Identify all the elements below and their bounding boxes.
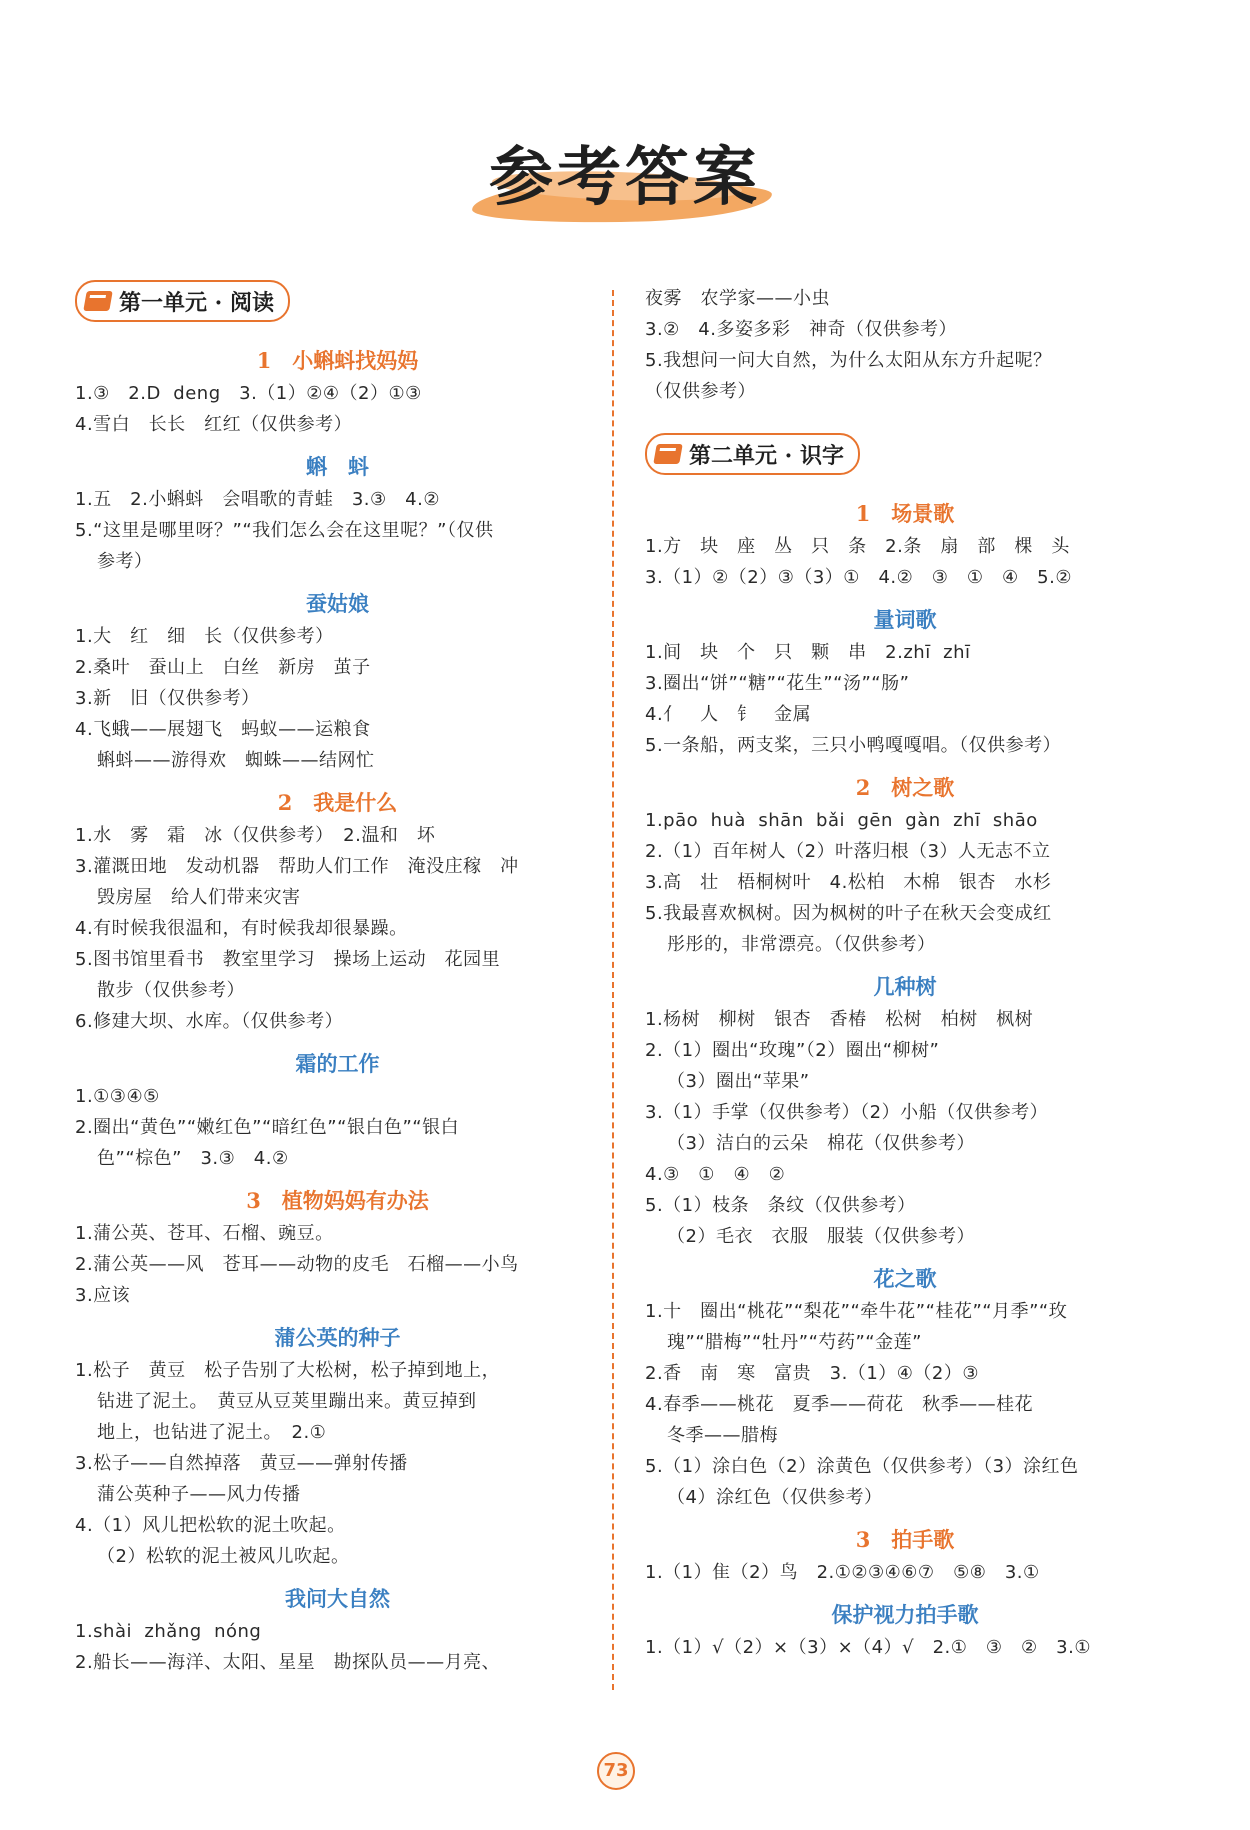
answer-line: （3）洁白的云朵 棉花（仅供参考） [667,1133,975,1154]
answer-line: 1.松子 黄豆 松子告别了大松树，松子掉到地上， [75,1360,501,1381]
spacer [75,1678,600,1688]
sub-lesson-title: 花之歌 [873,1266,937,1291]
left-sections [75,346,600,1688]
answer-line: 5.我最喜欢枫树。因为枫树的叶子在秋天会变成红 [645,903,1052,924]
answer-line: 2.船长——海洋、太阳、星星 勘探队员——月亮、 [75,1652,501,1673]
answer-line: （3）圈出“苹果” [667,1071,810,1092]
answer-line: 2.蒲公英——风 苍耳——动物的皮毛 石榴——小鸟 [75,1254,519,1275]
answer-line: 3.高 壮 梧桐树叶 4.松柏 木棉 银杏 水杉 [645,872,1052,893]
answer-line: 2.（1）圈出“玫瑰”（2）圈出“柳树” [645,1040,940,1061]
unit-badge [75,280,290,322]
answer-line: 冬季——腊梅 [667,1425,778,1446]
answer-line: 参考） [97,551,153,572]
answer-line: 3.（1）②（2）③（3）① 4.② ③ ① ④ 5.② [645,567,1072,588]
spacer [645,960,1165,970]
sub-lesson-title: 几种树 [873,974,937,999]
unit-title: 第一单元 · 阅读 [119,289,274,316]
answer-line: 毁房屋 给人们带来灾害 [97,887,301,908]
answer-line: 2.（1）百年树人（2）叶落归根（3）人无志不立 [645,841,1051,862]
answer-line: 1.间 块 个 只 颗 串 2.zhī zhī [645,642,971,663]
answer-line: 蝌蚪——游得欢 蜘蛛——结网忙 [97,750,375,771]
spacer [645,1588,1165,1598]
answer-line: 4.亻 人 钅 金属 [645,704,812,725]
answer-line: 5.（1）枝条 条纹（仅供参考） [645,1195,916,1216]
answer-line: （4）涂红色（仅供参考） [667,1487,883,1508]
answer-line: 5.我想问一问大自然，为什么太阳从东方升起呢？ [645,350,1052,371]
sub-lesson-title: 霜的工作 [295,1051,380,1076]
answer-line: 地上，也钻进了泥土。 2.① [97,1422,327,1443]
answer-line: 3.新 旧（仅供参考） [75,688,260,709]
answer-line: 4.有时候我很温和，有时候我却很暴躁。 [75,918,408,939]
sub-lesson-title: 量词歌 [873,607,937,632]
spacer [75,1037,600,1047]
answer-line: 2.圈出“黄色”“嫩红色”“暗红色”“银白色”“银白 [75,1117,460,1138]
answer-line: 5.（1）涂白色（2）涂黄色（仅供参考）（3）涂红色 [645,1456,1079,1477]
answer-line: 1.pāo huà shān bǎi gēn gàn zhī shāo [645,810,1038,831]
page-number: 73 [597,1752,635,1790]
spacer [645,593,1165,603]
answer-line: 1.蒲公英、苍耳、石榴、豌豆。 [75,1223,334,1244]
answer-line: 1.①③④⑤ [75,1086,160,1107]
page-title-area [0,120,1250,220]
answer-line: （2）松软的泥土被风儿吹起。 [97,1546,350,1567]
answer-line: 1.五 2.小蝌蚪 会唱歌的青蛙 3.③ 4.② [75,489,440,510]
answer-line: 4.（1）风儿把松软的泥土吹起。 [75,1515,346,1536]
lesson-title: 1 小蝌蚪找妈妈 [256,348,419,373]
column-divider [612,290,614,1690]
left-column [75,280,600,1688]
lesson-title: 2 树之歌 [855,775,955,800]
lesson-title: 3 植物妈妈有办法 [246,1188,429,1213]
answer-line: 3.圈出“饼”“糖”“花生”“汤”“肠” [645,673,910,694]
answer-line: 3.灌溉田地 发动机器 帮助人们工作 淹没庄稼 冲 [75,856,519,877]
spacer [75,1174,600,1184]
answer-line: 2.香 南 寒 富贵 3.（1）④（2）③ [645,1363,980,1384]
answer-line: 5.“这里是哪里呀？”“我们怎么会在这里呢？”（仅供 [75,520,494,541]
sub-lesson-title: 保护视力拍手歌 [831,1602,979,1627]
answer-line: （2）毛衣 衣服 服装（仅供参考） [667,1226,975,1247]
answer-line: 4.春季——桃花 夏季——荷花 秋季——桂花 [645,1394,1034,1415]
answer-line: 4.飞蛾——展翅飞 蚂蚁——运粮食 [75,719,371,740]
answer-line: 3.（1）手掌（仅供参考）（2）小船（仅供参考） [645,1102,1049,1123]
answer-line: 散步（仅供参考） [97,980,245,1001]
spacer [645,407,1165,433]
spacer [75,776,600,786]
spacer [75,1311,600,1321]
answer-line: 瑰”“腊梅”“牡丹”“芍药”“金莲” [667,1332,922,1353]
answer-line: 彤彤的，非常漂亮。（仅供参考） [667,934,936,955]
right-column [645,283,1165,1673]
answer-line: 夜雾 农学家——小虫 [645,288,830,309]
lesson-title: 3 拍手歌 [855,1527,955,1552]
spacer [645,1663,1165,1673]
spacer [75,440,600,450]
right-continued-lines [645,283,1165,407]
answer-line: 5.一条船，两支桨，三只小鸭嘎嘎唱。（仅供参考） [645,735,1062,756]
answer-line: 1.（1）√（2）×（3）×（4）√ 2.① ③ ② 3.① [645,1637,1091,1658]
unit-badge [645,433,860,475]
spacer [645,761,1165,771]
answer-line: 3.② 4.多姿多彩 神奇（仅供参考） [645,319,957,340]
answer-line: 钻进了泥土。 黄豆从豆荚里蹦出来。黄豆掉到 [97,1391,477,1412]
sub-lesson-title: 蚕姑娘 [306,591,369,616]
sub-lesson-title: 蝌 蚪 [306,454,369,479]
answer-line: 6.修建大坝、水库。（仅供参考） [75,1011,344,1032]
answer-line: 5.图书馆里看书 教室里学习 操场上运动 花园里 [75,949,501,970]
answer-line: 3.应该 [75,1285,131,1306]
answer-line: 3.松子——自然掉落 黄豆——弹射传播 [75,1453,408,1474]
pencil-icon [653,444,683,464]
answer-line: 4.③ ① ④ ② [645,1164,786,1185]
answer-line: （仅供参考） [645,381,756,402]
page-title: 参考答案 [489,140,761,215]
spacer [645,1513,1165,1523]
spacer [645,1252,1165,1262]
sub-lesson-title: 蒲公英的种子 [274,1325,401,1350]
answer-line: 1.杨树 柳树 银杏 香椿 松树 柏树 枫树 [645,1009,1034,1030]
answer-line: 1.方 块 座 丛 只 条 2.条 扇 部 棵 头 [645,536,1070,557]
answer-line: 2.桑叶 蚕山上 白丝 新房 茧子 [75,657,371,678]
spacer [75,1572,600,1582]
answer-line: 1.（1）隹（2）鸟 2.①②③④⑥⑦ ⑤⑧ 3.① [645,1562,1040,1583]
answer-line: 1.水 雾 霜 冰（仅供参考） 2.温和 坏 [75,825,436,846]
book-icon [83,291,113,311]
answer-line: 蒲公英种子——风力传播 [97,1484,301,1505]
answer-line: 1.大 红 细 长（仅供参考） [75,626,334,647]
sub-lesson-title: 我问大自然 [285,1586,390,1611]
lesson-title: 2 我是什么 [277,790,398,815]
answer-line: 1.③ 2.D deng 3.（1）②④（2）①③ [75,383,422,404]
right-sections [645,499,1165,1673]
unit-title: 第二单元 · 识字 [689,442,844,469]
answer-line: 色”“棕色” 3.③ 4.② [97,1148,289,1169]
spacer [75,577,600,587]
answer-line: 1.shài zhǎng nóng [75,1621,262,1642]
answer-line: 1.十 圈出“桃花”“梨花”“牵牛花”“桂花”“月季”“玫 [645,1301,1068,1322]
answer-line: 4.雪白 长长 红红（仅供参考） [75,414,353,435]
lesson-title: 1 场景歌 [855,501,955,526]
